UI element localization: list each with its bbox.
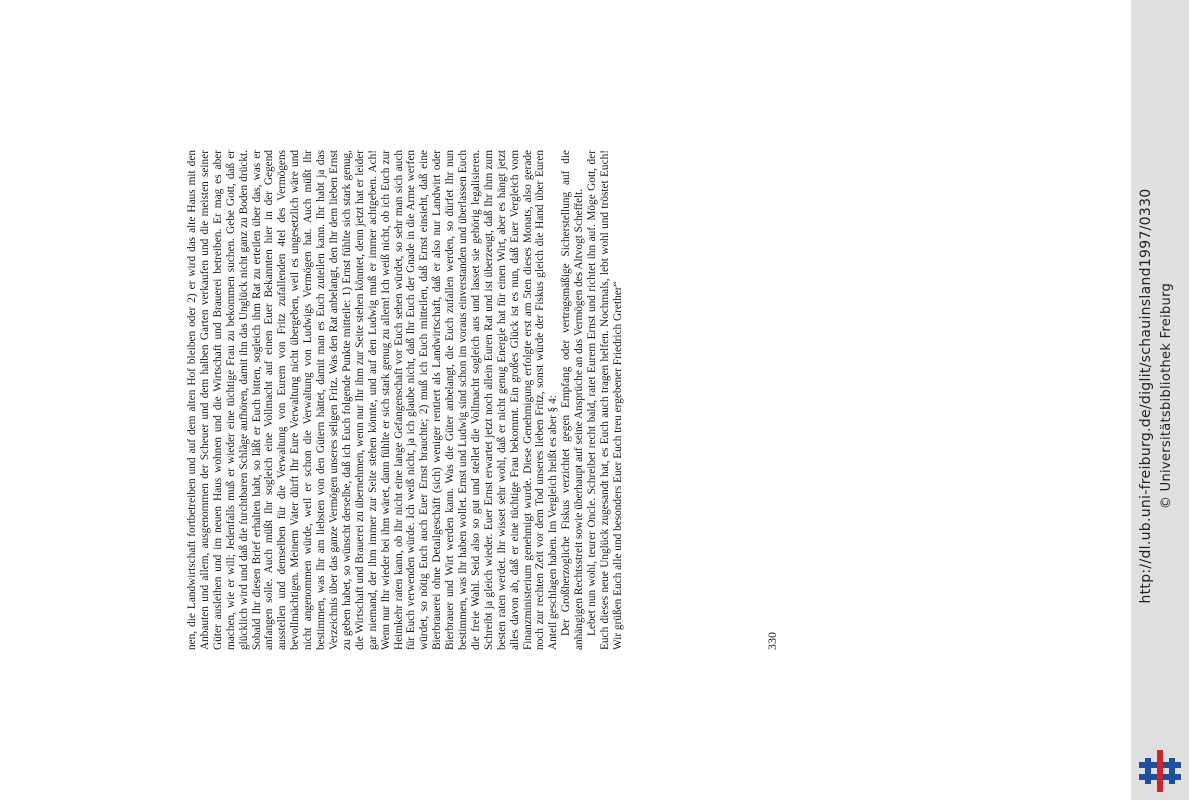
permalink-url[interactable]: http://dl.ub.uni-freiburg.de/diglit/schauinsland1997/0330 xyxy=(1138,188,1154,604)
copyright-notice: © Universitätsbibliothek Freiburg xyxy=(1159,282,1174,510)
library-sidebar xyxy=(1131,0,1189,800)
sidebar-caption xyxy=(1135,6,1177,786)
page-number: 330 xyxy=(765,632,779,650)
document-page xyxy=(180,150,880,650)
library-logo-icon xyxy=(1139,750,1181,792)
paragraph: Lebet nun wohl, teurer Oncle. Schreibet recht bald, ratet Eurem Ernst und richtet ihn auf. Möge Gott, der Euch dieses neue Unglück zugesandt hat, es Euch auch tragen helfen. Nochmals, lebt wohl und tröstet Euch! Wir grüßen Euch alle und besonders Euer Euch treu ergebener Friedrich Grether“ xyxy=(586,150,624,650)
paragraph: Der Großherzogliche Fiskus verzichtet gegen Empfang oder vertragsmäßige Sicherstellung auf die anhängigen Rechtsstreit sowie überhaupt auf seine Ansprüche an das Vermögen des Altvogt Scheffelt. xyxy=(560,150,586,650)
paragraph: nen, die Landwirtschaft fortbetreiben und auf dem alten Hof bleiben oder 2) er wird das alte Haus mit den Anbauten und allem, ausgenommen der Scheuer und dem halben Garten verkaufen und die meisten seiner Güter ausleihen und im neuen Haus wohnen und die Wirtschaft und Brauerei betreiben. Er mag es aber machen, wie er will; Jedenfalls muß er wieder eine tüchtige Frau zu bekommen suchen. Gebe Gott, daß er glücklich wird und daß die furchtbaren Schläge aufhören, damit ihn das Unglück nicht ganz zu Boden drückt. Sobald Ihr diesen Brief erhalten habt, so läßt er Euch bitten, sogleich ihm Rat zu erteilen über das, was er anfangen solle. Auch müßt Ihr sogleich eine Vollmacht auf einen Euer Bekannten hier in der Gegend ausstellen und demselben für die Verwaltung von Eurem von Fritz zufallenden 4tel des Vermögens bevollmächtigen. Meinem Vater dürft Ihr Eure Verwaltung nicht übergeben, weil es ungesetzlich wäre und nicht angenommen würde, weil er schon die Verwaltung von Ludwigs Vermögen hat. Auch müßt Ihr bestimmen, was Ihr am liebsten von den Gütern hättet, damit man es Euch zuteilen kann. Ihr habt ja das Verzeichnis über das ganze Vermögen unseres seligen Fritz. Was den Rat anbelangt, den Ihr dem lieben Ernst zu geben habet, so wünscht derselbe, daß ich Euch folgende Punkte mitteile: 1) Ernst fühlte sich stark genug, die Wirtschaft und Brauerei zu übernehmen, wenn nur Ihr ihm zur Seite stehen könntet, denn jetzt hat er leider gar niemand, der ihm immer zur Seite stehen könnte, und auf den Ludwig muß er immer achtgeben. Ach! Wenn nur Ihr wieder bei ihm wäret, dann fühlte er sich stark genug zu allem! Ich weiß nicht, ob ich Euch zur Heimkehr raten kann, ob Ihr nicht eine lange Gefangenschaft vor Euch sehen würdet, so sehr man sich auch für Euch verwenden würde. Ich weiß nicht, ja ich glaube nicht, daß Ihr Euch der Gnade in die Arme werfen würdet, so nötig Euch auch Euer Ernst brauchte; 2) muß ich Euch mitteilen, daß Ernst einsieht, daß eine Bierbrauerei ohne Detailgeschäft (sich) weniger rentiert als Landwirtschaft, daß er also nur Landwirt oder Bierbrauer und Wirt werden kann. Was die Güter anbelangt, die Euch zufallen werden, so dürfet Ihr nun bestimmen, was Ihr haben wollet. Ernst und Ludwig sind schon im voraus einverstanden und überlassen Euch die freie Wahl. Seid also so gut und stellet die Vollmacht sogleich aus und lasset sie gehörig legalisieren. Schreibt ja gleich wieder. Euer Ernst erwartet jetzt noch allein Euren Rat und ist überzeugt, daß Ihr ihm zum besten raten werdet. Ihr wisset sehr wohl, daß er nicht genug Energie hat für einen Wirt, aber es hängt jetzt alles davon ab, daß er eine tüchtige Frau bekommt. Ein großes Glück ist es nun, daß Euer Vergleich vom Finanzministerium genehmigt wurde. Diese Genehmigung erfolgte erst am 5ten dieses Monats, also gerade noch zur rechten Zeit vor dem Tod unseres lieben Fritz, sonst würde der Fiskus gleich die Hand über Euren Anteil geschlagen haben. Im Vergleich heißt es aber § 4: xyxy=(186,150,560,650)
document-body xyxy=(186,150,625,650)
